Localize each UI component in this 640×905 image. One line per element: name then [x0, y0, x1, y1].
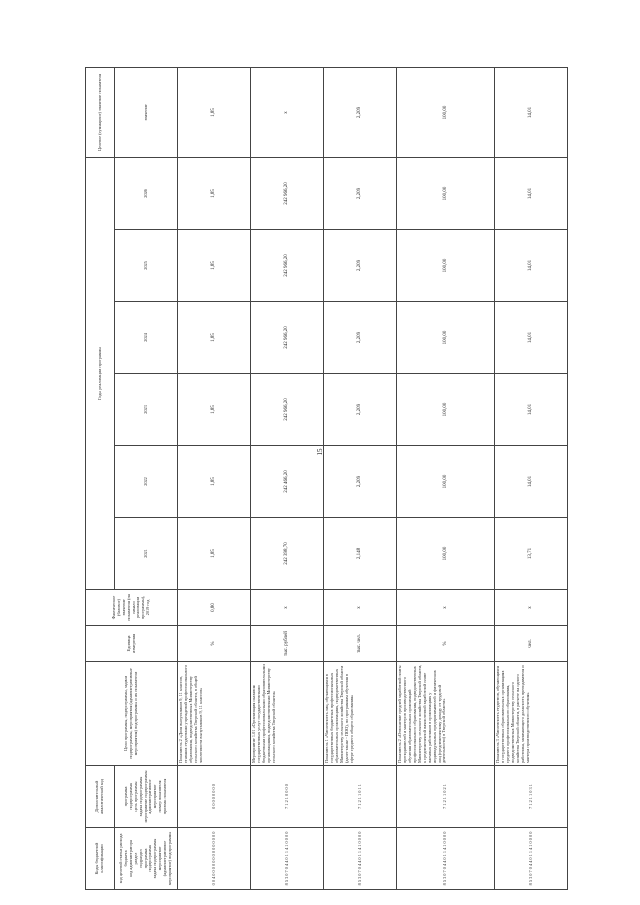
extra-column-2: подпрограмма [127, 783, 133, 810]
row-final-value: 14,01 [495, 67, 568, 157]
years-group-header: Годы реализации программы [86, 157, 115, 589]
year-2021-header: 2021 [115, 518, 178, 590]
year-2024-header: 2024 [115, 302, 178, 374]
row-indicator-text: Мероприятие 1.01 «Организация оказания государственных услуг государственными бюджетными профессиональными образовательными организациями, подведомственными Министерству сельского хозяйства Тверской области» [251, 662, 324, 766]
row-value-2025: 1,85 [178, 230, 251, 302]
code-column-1: код администратора [127, 840, 133, 877]
extra-column-5: мероприятие подпрограммы [142, 770, 148, 823]
row-extra-codes: 7 1 2 1 1 0 2 1 [397, 766, 495, 828]
code-column-5: подпрограмма [147, 845, 153, 872]
row-value-2023: 2,209 [324, 374, 397, 446]
extra-column-4: задача подпрограммы [137, 776, 143, 817]
row-value-2024: 100,00 [397, 302, 495, 374]
row-value-2024: 2,209 [324, 302, 397, 374]
extra-columns-header [115, 766, 178, 828]
row-indicator-text: Показатель 2 «Доля выпускников 9, 11 классов, ставших студентами учреждений профессионального образования, подведомственных Министерству сельского хозяйства Тверской области, в общей численности выпускников 9, 11 классов» [178, 662, 251, 766]
row-value-2023: 242 966,20 [251, 374, 324, 446]
rotated-table-wrapper [85, 70, 555, 890]
row-value-2026: 1,85 [178, 157, 251, 229]
code-column-7: мероприятие (административное мероприятие) подпрограммы [157, 831, 173, 886]
code-columns-header [115, 828, 178, 890]
row-extra-codes: 7 1 2 1 1 0 3 1 [495, 766, 568, 828]
row-codes: 0 0 4 0 0 0 0 0 0 0 0 0 0 0 0 0 0 [178, 828, 251, 890]
row-value-2022: 242 466,20 [251, 446, 324, 518]
extra-column-3: цель программы [132, 781, 138, 812]
base-column-header: Фактическое (базовое) значение показателя (на начало реализации программы), 2019 год [86, 590, 178, 626]
row-final-value: х [251, 67, 324, 157]
row-unit: чел. [495, 626, 568, 662]
row-extra-codes: 0 0 0 0 0 0 0 0 [178, 766, 251, 828]
extra-column-1: программа [122, 786, 128, 807]
row-value-2025: 242 966,20 [251, 230, 324, 302]
extra-group-header: Дополнительный аналитический код [86, 766, 115, 828]
row-unit: тыс. чел. [324, 626, 397, 662]
row-base-value: х [495, 590, 568, 626]
row-indicator-text: Показатель 1 «Численность лиц, обучающихся в государственных бюджетных профессиональных образовательных организациях, подведомственных Министерству сельского хозяйства Тверской области (далее также - ПОО), по программам обучения в сфере среднего общего образования» [324, 662, 397, 766]
row-codes: 8 5 3 0 7 0 4 4 0 1 1 4 1 0 0 0 0 [495, 828, 568, 890]
unit-column-header: Единица измерения [86, 626, 178, 662]
row-value-2026: 100,00 [397, 157, 495, 229]
row-value-2021: 242 398,70 [251, 518, 324, 590]
row-base-value: х [324, 590, 397, 626]
goal-column-header: Цели программы, подпрограммы, задачи подпрограммы, мероприятия (административные мероприятия) подпрограммы и их показатели [86, 662, 178, 766]
row-value-2026: 242 966,20 [251, 157, 324, 229]
codes-subgroup-header: код целевой статьи расхода бюджета [117, 833, 128, 884]
year-2022-header: 2022 [115, 446, 178, 518]
row-indicator-text: Показатель 2 «Отношение средней заработной платы преподавателей и мастеров производственного обучения образовательных организаций профессионального образования, подведомственных Министерству сельского хозяйства Тверской области, к среднемесячной начисленной заработной плате наемных работников в организациях у индивидуальных предпринимателей и физических лиц (среднемесячному доходу от трудовой деятельности) в Тверской области» [397, 662, 495, 766]
row-value-2025: 2,209 [324, 230, 397, 302]
row-value-2026: 2,209 [324, 157, 397, 229]
code-column-2: раздел [132, 852, 138, 865]
row-final-value: 1,85 [178, 67, 251, 157]
row-value-2023: 1,85 [178, 374, 251, 446]
row-base-value: 0,80 [178, 590, 251, 626]
row-value-2021: 100,00 [397, 518, 495, 590]
row-final-value: 100,00 [397, 67, 495, 157]
row-value-2024: 1,85 [178, 302, 251, 374]
row-value-2022: 1,85 [178, 446, 251, 518]
row-value-2025: 14,01 [495, 230, 568, 302]
row-value-2021: 13,71 [495, 518, 568, 590]
year-2025-header: 2025 [115, 230, 178, 302]
row-value-2024: 14,01 [495, 302, 568, 374]
row-unit: тыс. рублей [251, 626, 324, 662]
code-column-3: подраздел [137, 849, 143, 868]
row-codes: 8 5 3 0 7 0 4 4 0 1 1 4 1 0 0 0 0 [251, 828, 324, 890]
final-value-header: значение [115, 67, 178, 157]
row-extra-codes: 7 1 2 1 1 0 1 1 [324, 766, 397, 828]
row-unit: % [397, 626, 495, 662]
row-value-2023: 14,01 [495, 374, 568, 446]
final-group-header: Целевое (суммарное) значение показателя [86, 67, 115, 157]
page-number: 15 [316, 448, 324, 456]
code-column-4: программа [142, 848, 148, 869]
code-column-6: задача подпрограммы [152, 838, 158, 879]
extra-column-7: номер показателя [157, 780, 163, 813]
row-value-2026: 14,01 [495, 157, 568, 229]
row-base-value: х [251, 590, 324, 626]
program-table [85, 67, 568, 890]
row-codes: 8 5 3 0 7 0 4 4 0 1 1 4 1 0 0 0 0 [324, 828, 397, 890]
row-unit: % [178, 626, 251, 662]
year-2026-header: 2026 [115, 157, 178, 229]
row-codes: 8 5 3 0 7 0 4 4 0 1 1 4 1 0 0 0 0 [397, 828, 495, 890]
row-final-value: 2,209 [324, 67, 397, 157]
row-indicator-text: Показатель 3 «Численность студентов, обучающихся в государственных образовательных организациях среднего профессионального образования, подведомственных Министерству сельского хозяйства Тверской области, в расчете на одного работника, занимающего должность преподавателя и мастера производственного обучения» [495, 662, 568, 766]
row-value-2023: 100,00 [397, 374, 495, 446]
codes-group-header: Коды бюджетной классификации [86, 828, 115, 890]
row-value-2022: 14,01 [495, 446, 568, 518]
year-2023-header: 2023 [115, 374, 178, 446]
row-value-2022: 2,209 [324, 446, 397, 518]
row-base-value: х [397, 590, 495, 626]
extra-column-6: административное мероприятие [147, 779, 158, 814]
row-value-2021: 2,148 [324, 518, 397, 590]
row-extra-codes: 7 1 2 1 0 0 0 0 [251, 766, 324, 828]
row-value-2025: 100,00 [397, 230, 495, 302]
extra-column-8: признак показателя [162, 778, 168, 815]
row-value-2024: 242 966,20 [251, 302, 324, 374]
row-value-2021: 1,85 [178, 518, 251, 590]
row-value-2022: 100,00 [397, 446, 495, 518]
